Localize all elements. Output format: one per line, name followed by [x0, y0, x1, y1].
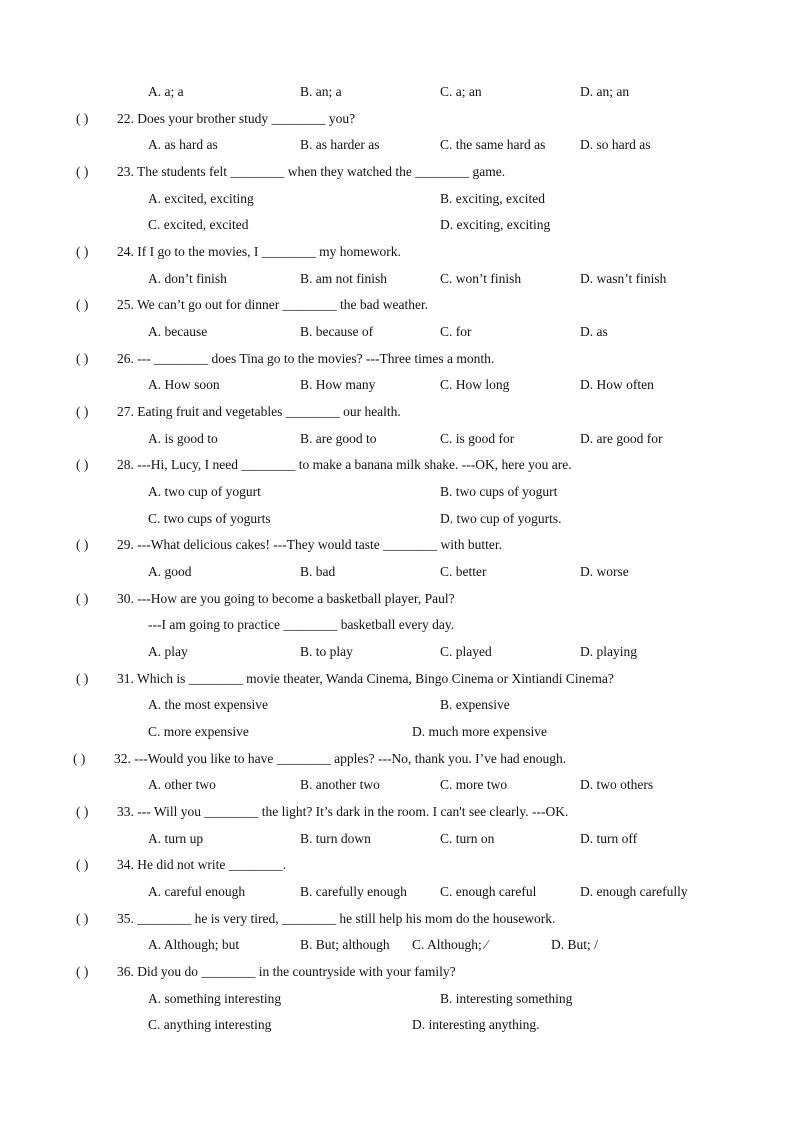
option-c: C. the same hard as — [440, 137, 546, 152]
option-a: A. as hard as — [148, 137, 218, 152]
option-c: C. How long — [440, 377, 510, 392]
option-a: A. other two — [148, 777, 216, 792]
option-a: A. good — [148, 564, 192, 579]
option-a: A. is good to — [148, 431, 218, 446]
option-c: C. enough careful — [440, 884, 537, 899]
option-c: C. two cups of yogurts — [148, 511, 271, 526]
question-text: 36. Did you do ________ in the countryside with your family? — [117, 964, 456, 979]
option-d: D. playing — [580, 644, 637, 659]
option-c: C. more expensive — [148, 724, 249, 739]
option-b: B. How many — [300, 377, 376, 392]
question-text: 28. ---Hi, Lucy, I need ________ to make a banana milk shake. ---OK, here you are. — [117, 457, 572, 472]
option-b: B. exciting, excited — [440, 191, 545, 206]
option-b: B. But; although — [300, 937, 390, 952]
option-b: B. am not finish — [300, 271, 387, 286]
question-text: 22. Does your brother study ________ you? — [117, 111, 356, 126]
option-a: A. two cup of yogurt — [148, 484, 261, 499]
answer-bracket[interactable]: ( ) — [76, 404, 89, 419]
option-b: B. another two — [300, 777, 380, 792]
option-d: D. But; / — [551, 937, 598, 952]
option-a: A. turn up — [148, 831, 204, 846]
option-c: C. turn on — [440, 831, 495, 846]
option-a: A. careful enough — [148, 884, 246, 899]
option-d: D. much more expensive — [412, 724, 547, 739]
option-d: D. interesting anything. — [412, 1017, 540, 1032]
question-text: 27. Eating fruit and vegetables ________ our health. — [117, 404, 401, 419]
question-text: 30. ---How are you going to become a basketball player, Paul? — [117, 591, 455, 606]
option-c: C. won’t finish — [440, 271, 522, 286]
question-text-continued: ---I am going to practice ________ basketball every day. — [148, 617, 455, 632]
question-text: 33. --- Will you ________ the light? It’s dark in the room. I can't see clearly. ---OK. — [117, 804, 569, 819]
option-c: C. a; an — [440, 84, 482, 99]
option-d: D. two cup of yogurts. — [440, 511, 562, 526]
option-b: B. interesting something — [440, 991, 573, 1006]
option-c: C. played — [440, 644, 492, 659]
option-c: C. Although; ⁄ — [412, 937, 488, 952]
option-b: B. turn down — [300, 831, 371, 846]
option-d: D. are good for — [580, 431, 663, 446]
option-d: D. so hard as — [580, 137, 651, 152]
answer-bracket[interactable]: ( ) — [76, 591, 89, 606]
answer-bracket[interactable]: ( ) — [76, 457, 89, 472]
answer-bracket[interactable]: ( ) — [76, 351, 89, 366]
option-d: D. How often — [580, 377, 654, 392]
option-a: A. play — [148, 644, 188, 659]
option-b: B. are good to — [300, 431, 377, 446]
question-text: 35. ________ he is very tired, ________ he still help his mom do the housework. — [117, 911, 556, 926]
question-text: 34. He did not write ________. — [117, 857, 287, 872]
option-c: C. better — [440, 564, 487, 579]
option-a: A. Although; but — [148, 937, 240, 952]
answer-bracket[interactable]: ( ) — [76, 537, 89, 552]
question-text: 26. --- ________ does Tina go to the movies? ---Three times a month. — [117, 351, 495, 366]
option-b: B. an; a — [300, 84, 342, 99]
option-b: B. bad — [300, 564, 336, 579]
option-b: B. carefully enough — [300, 884, 407, 899]
question-text: 24. If I go to the movies, I ________ my homework. — [117, 244, 401, 259]
option-d: D. enough carefully — [580, 884, 688, 899]
answer-bracket[interactable]: ( ) — [76, 964, 89, 979]
option-b: B. to play — [300, 644, 353, 659]
answer-bracket[interactable]: ( ) — [76, 671, 89, 686]
question-text: 29. ---What delicious cakes! ---They would taste ________ with butter. — [117, 537, 503, 552]
answer-bracket[interactable]: ( ) — [73, 751, 86, 766]
answer-bracket[interactable]: ( ) — [76, 804, 89, 819]
question-text: 32. ---Would you like to have ________ apples? ---No, thank you. I’ve had enough. — [114, 751, 567, 766]
option-c: C. for — [440, 324, 472, 339]
option-a: A. the most expensive — [148, 697, 268, 712]
option-a: A. How soon — [148, 377, 220, 392]
option-a: A. a; a — [148, 84, 184, 99]
option-b: B. expensive — [440, 697, 510, 712]
option-d: D. wasn’t finish — [580, 271, 667, 286]
option-b: B. because of — [300, 324, 374, 339]
question-text: 25. We can’t go out for dinner ________ the bad weather. — [117, 297, 429, 312]
option-a: A. something interesting — [148, 991, 282, 1006]
option-d: D. an; an — [580, 84, 630, 99]
option-d: D. as — [580, 324, 608, 339]
option-d: D. exciting, exciting — [440, 217, 551, 232]
option-d: D. turn off — [580, 831, 638, 846]
option-b: B. two cups of yogurt — [440, 484, 558, 499]
option-c: C. is good for — [440, 431, 515, 446]
answer-bracket[interactable]: ( ) — [76, 164, 89, 179]
answer-bracket[interactable]: ( ) — [76, 244, 89, 259]
answer-bracket[interactable]: ( ) — [76, 911, 89, 926]
option-c: C. excited, excited — [148, 217, 249, 232]
option-a: A. because — [148, 324, 208, 339]
option-a: A. don’t finish — [148, 271, 227, 286]
option-b: B. as harder as — [300, 137, 380, 152]
answer-bracket[interactable]: ( ) — [76, 297, 89, 312]
option-c: C. anything interesting — [148, 1017, 272, 1032]
option-d: D. worse — [580, 564, 629, 579]
option-c: C. more two — [440, 777, 508, 792]
option-d: D. two others — [580, 777, 654, 792]
answer-bracket[interactable]: ( ) — [76, 111, 89, 126]
question-text: 31. Which is ________ movie theater, Wanda Cinema, Bingo Cinema or Xintiandi Cinema? — [117, 671, 614, 686]
question-text: 23. The students felt ________ when they watched the ________ game. — [117, 164, 506, 179]
option-a: A. excited, exciting — [148, 191, 254, 206]
answer-bracket[interactable]: ( ) — [76, 857, 89, 872]
